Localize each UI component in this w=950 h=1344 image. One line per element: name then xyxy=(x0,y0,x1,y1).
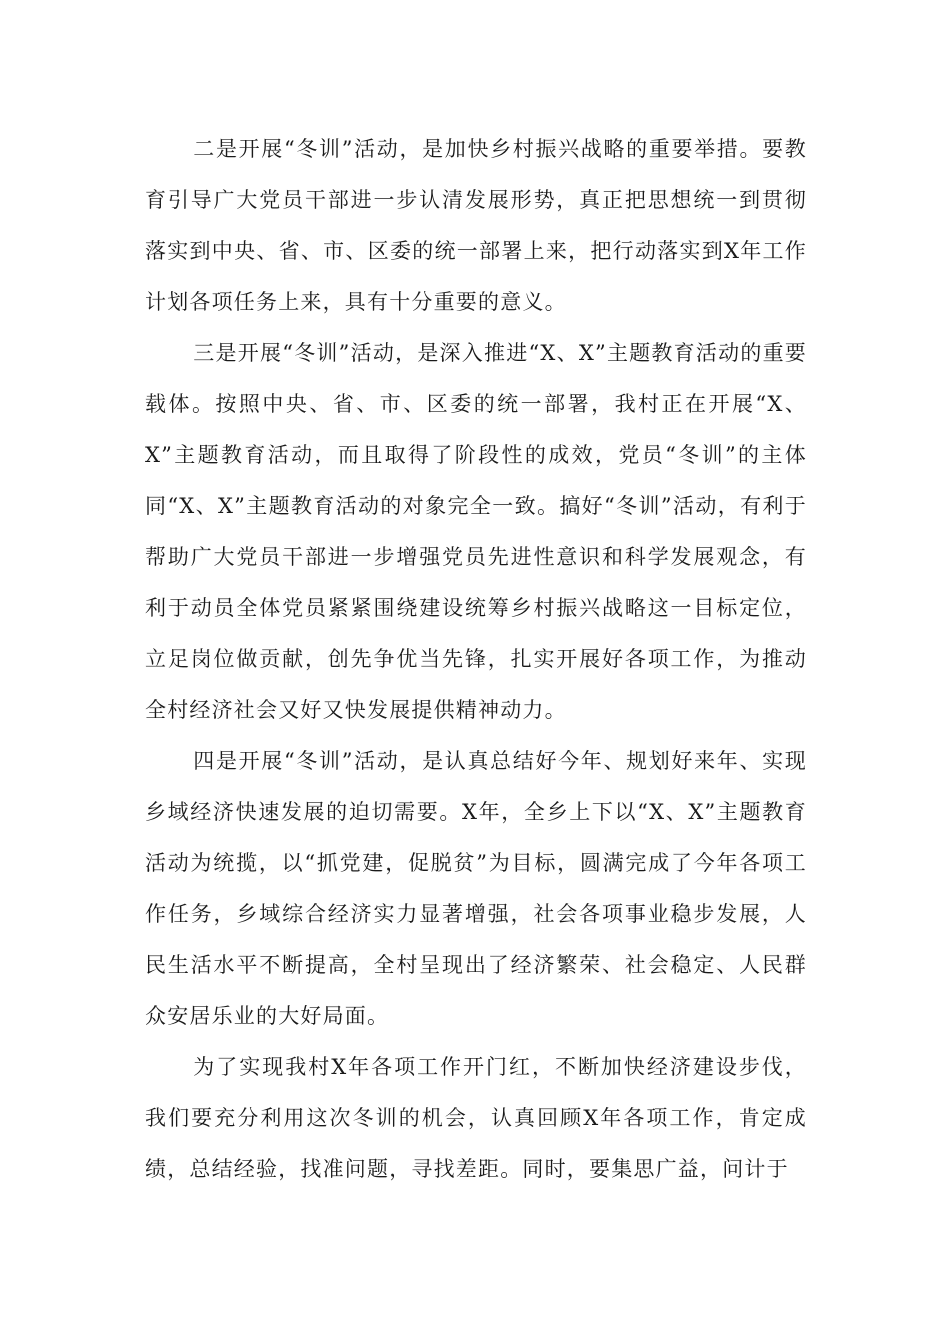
paragraph-2: 二是开展“冬训”活动，是加快乡村振兴战略的重要举措。要教育引导广大党员干部进一步认清发展形势，真正把思想统一到贯彻落实到中央、省、市、区委的统一部署上来，把行动落实到X年工作计划各项任务上来，具有十分重要的意义。 xyxy=(145,137,807,314)
paragraph-5: 为了实现我村X年各项工作开门红，不断加快经济建设步伐，我们要充分利用这次冬训的机会，认真回顾X年各项工作，肯定成绩，总结经验，找准问题，寻找差距。同时，要集思广益，问计于 xyxy=(145,1055,807,1181)
paragraph-4: 四是开展“冬训”活动，是认真总结好今年、规划好来年、实现乡域经济快速发展的迫切需要。X年，全乡上下以“X、X”主题教育活动为统揽，以“抓党建，促脱贫”为目标，圆满完成了今年各项工作任务，乡域综合经济实力显著增强，社会各项事业稳步发展，人民生活水平不断提高，全村呈现出了经济繁荣、社会稳定、人民群众安居乐业的大好局面。 xyxy=(145,749,807,1028)
paragraph-3: 三是开展“冬训”活动，是深入推进“X、X”主题教育活动的重要载体。按照中央、省、市、区委的统一部署，我村正在开展“X、X”主题教育活动，而且取得了阶段性的成效，党员“冬训”的主体同“X、X”主题教育活动的对象完全一致。搞好“冬训”活动，有利于帮助广大党员干部进一步增强党员先进性意识和科学发展观念，有利于动员全体党员紧紧围绕建设统筹乡村振兴战略这一目标定位，立足岗位做贡献，创先争优当先锋，扎实开展好各项工作，为推动全村经济社会又好又快发展提供精神动力。 xyxy=(145,341,807,722)
document-body xyxy=(145,124,807,1195)
